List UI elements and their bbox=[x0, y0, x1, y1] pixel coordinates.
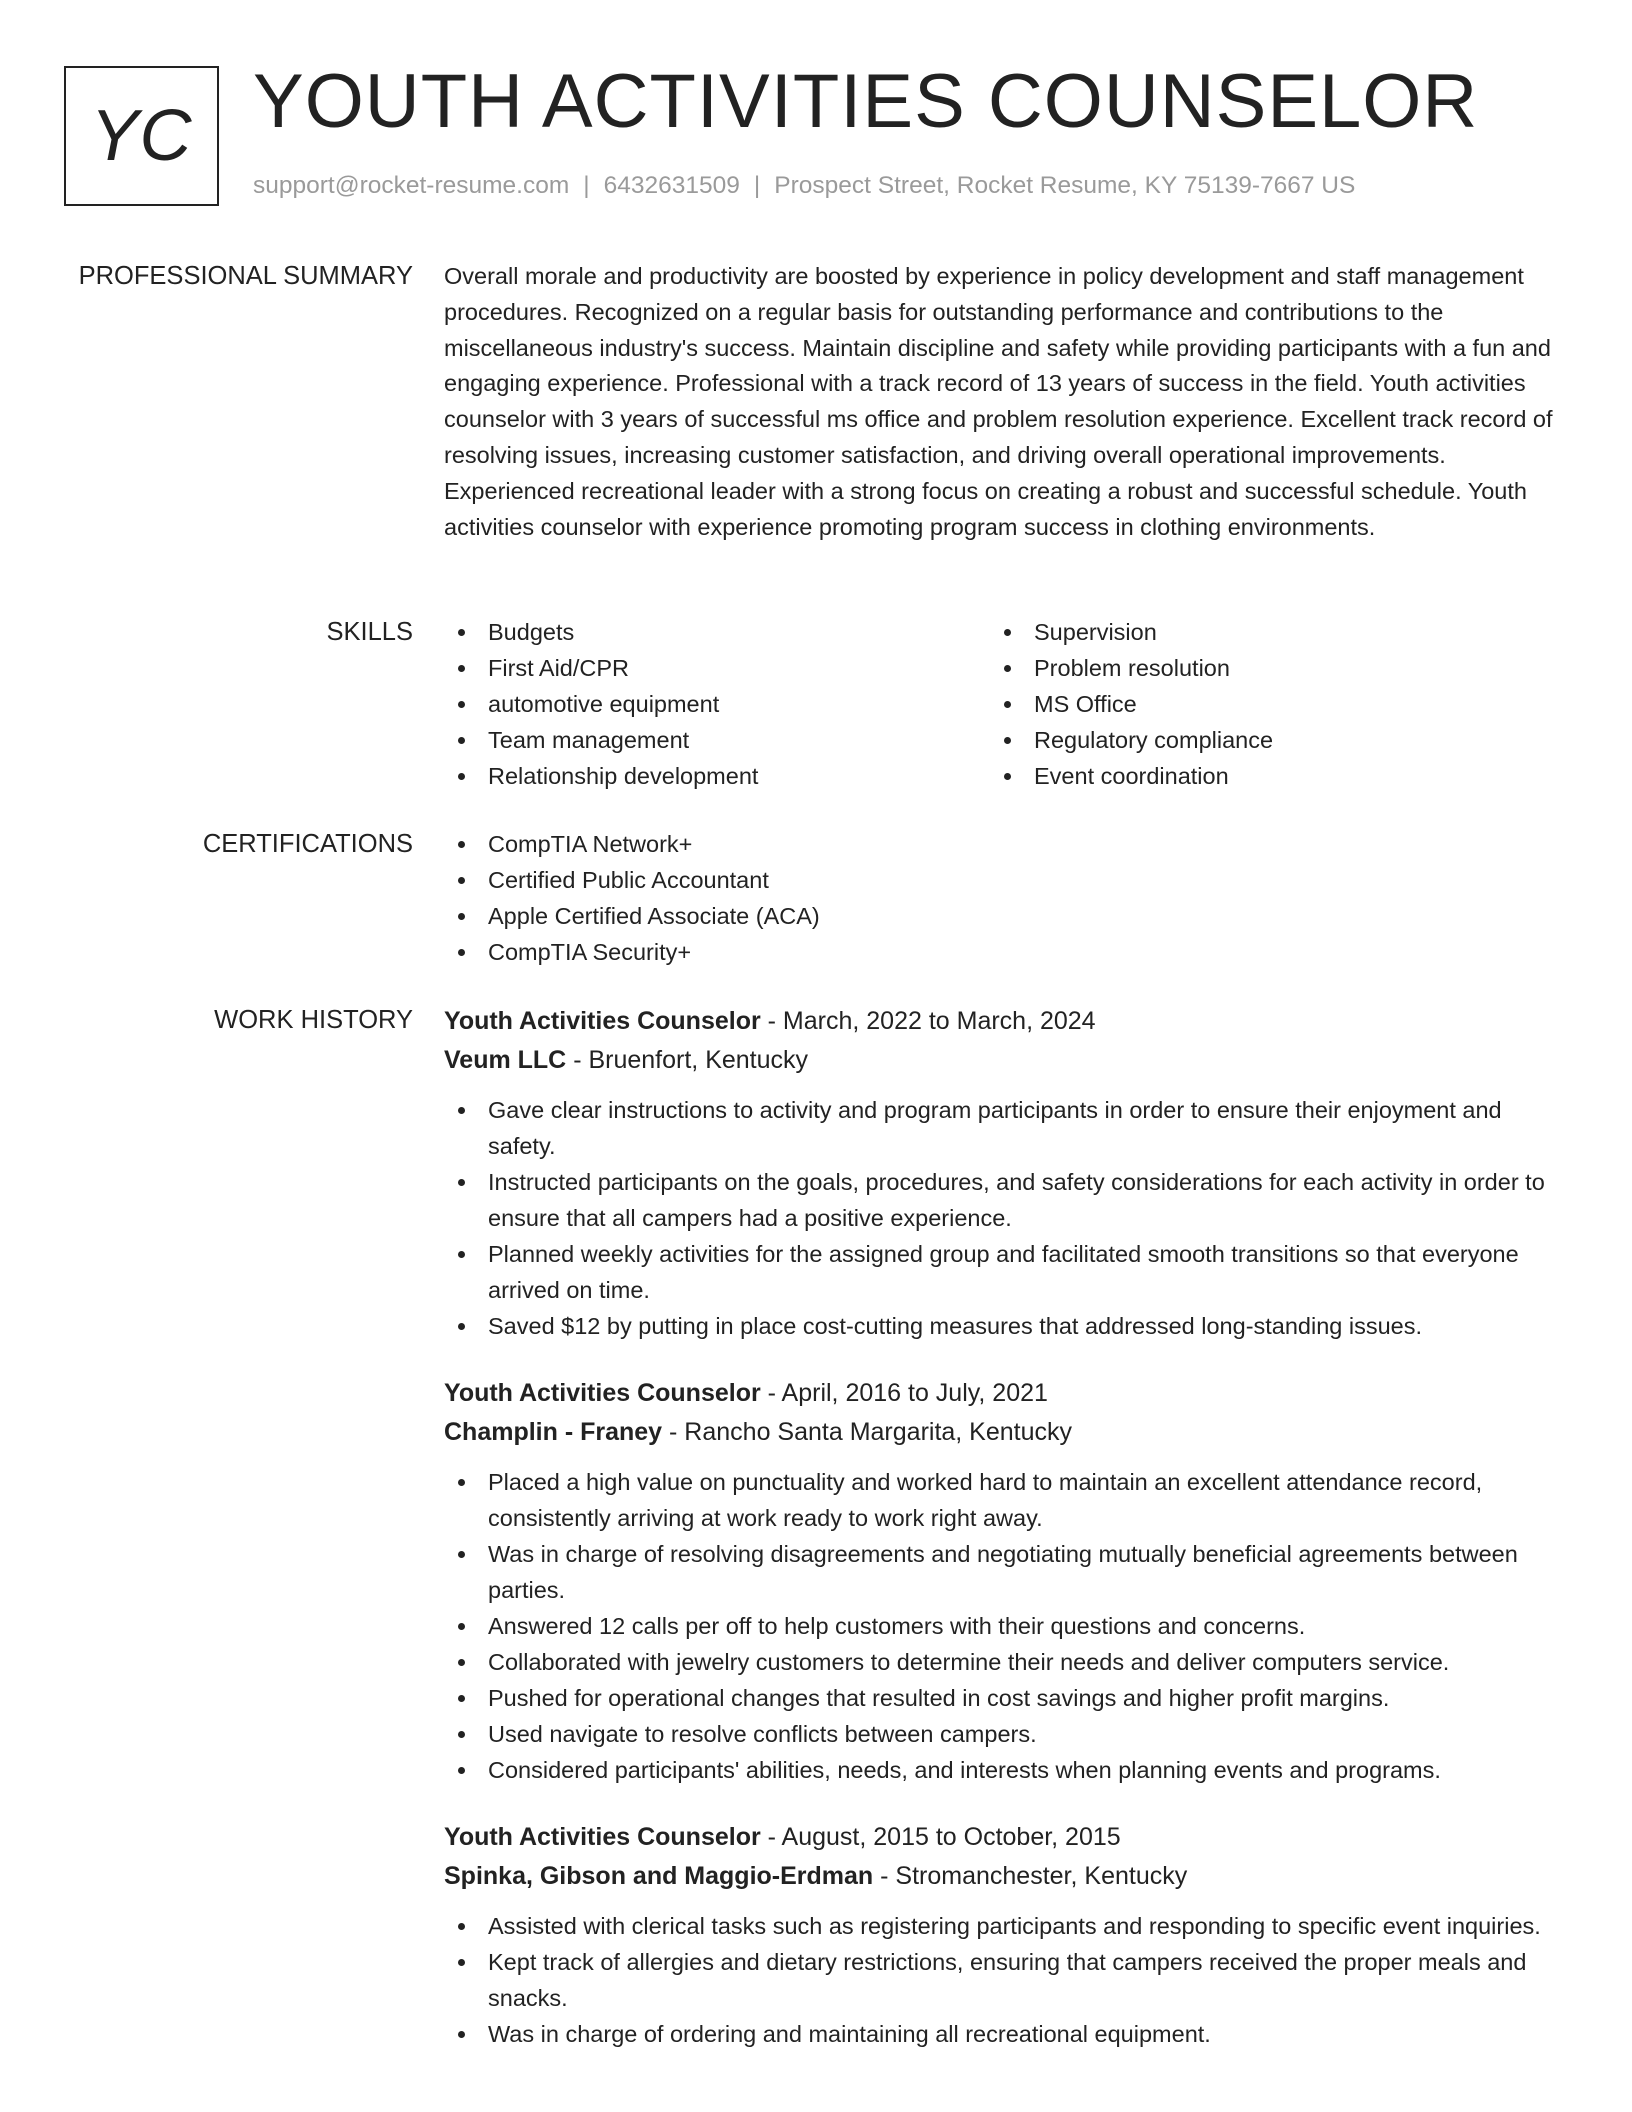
resume-title: YOUTH ACTIVITIES COUNSELOR bbox=[253, 59, 1479, 144]
job-company: Veum LLC bbox=[444, 1046, 567, 1074]
contact-email[interactable]: support@rocket-resume.com bbox=[253, 172, 570, 199]
job-company-line bbox=[444, 1041, 1556, 1080]
certifications-list bbox=[444, 826, 1556, 970]
contact-line bbox=[253, 172, 1355, 200]
list-item: Team management bbox=[444, 722, 990, 758]
monogram-initials: YC bbox=[90, 96, 193, 176]
job-title: Youth Activities Counselor bbox=[444, 1823, 761, 1851]
section-heading-skills: SKILLS bbox=[326, 618, 413, 646]
skills-grid bbox=[444, 614, 1556, 794]
skills-body bbox=[444, 614, 1556, 794]
job-title-line bbox=[444, 1002, 1556, 1041]
list-item: CompTIA Network+ bbox=[444, 826, 1556, 862]
list-item: Placed a high value on punctuality and worked hard to maintain an excellent attendance record, consistently arriving at work ready to work right away. bbox=[444, 1464, 1556, 1536]
list-item: Event coordination bbox=[990, 758, 1536, 794]
job-location: - Bruenfort, Kentucky bbox=[566, 1046, 809, 1074]
list-item: Pushed for operational changes that resulted in cost savings and higher profit margins. bbox=[444, 1680, 1556, 1716]
job-duties-list bbox=[444, 1464, 1556, 1788]
skills-column-right bbox=[990, 614, 1536, 794]
job-dates: - August, 2015 to October, 2015 bbox=[760, 1823, 1121, 1851]
list-item: Regulatory compliance bbox=[990, 722, 1536, 758]
monogram-badge bbox=[64, 66, 219, 206]
list-item: Was in charge of resolving disagreements and negotiating mutually beneficial agreements between parties. bbox=[444, 1536, 1556, 1608]
job-location: - Rancho Santa Margarita, Kentucky bbox=[662, 1418, 1073, 1446]
job-location: - Stromanchester, Kentucky bbox=[873, 1862, 1188, 1890]
contact-separator: | bbox=[583, 172, 590, 199]
list-item: Problem resolution bbox=[990, 650, 1536, 686]
list-item: Saved $12 by putting in place cost-cutting measures that addressed long-standing issues. bbox=[444, 1308, 1556, 1344]
contact-address: Prospect Street, Rocket Resume, KY 75139-7667 US bbox=[774, 172, 1356, 199]
list-item: Assisted with clerical tasks such as registering participants and responding to specific event inquiries. bbox=[444, 1908, 1556, 1944]
list-item: Was in charge of ordering and maintaining all recreational equipment. bbox=[444, 2016, 1556, 2052]
job-entry bbox=[444, 1002, 1556, 1344]
section-heading-summary: PROFESSIONAL SUMMARY bbox=[78, 262, 413, 290]
job-company-line bbox=[444, 1413, 1556, 1452]
list-item: Instructed participants on the goals, procedures, and safety considerations for each activity in order to ensure that all campers had a positive experience. bbox=[444, 1164, 1556, 1236]
list-item: Kept track of allergies and dietary restrictions, ensuring that campers received the proper meals and snacks. bbox=[444, 1944, 1556, 2016]
list-item: Apple Certified Associate (ACA) bbox=[444, 898, 1556, 934]
skills-column-left bbox=[444, 614, 990, 794]
certifications-body bbox=[444, 826, 1556, 970]
job-company-line bbox=[444, 1857, 1556, 1896]
summary-text: Overall morale and productivity are boosted by experience in policy development and staff management procedures. Recognized on a regular basis for outstanding performance and contributions to the miscellaneous industry's success. Maintain discipline and safety while providing participants with a fun and engaging experience. Professional with a track record of 13 years of success in the field. Youth activities counselor with 3 years of successful ms office and problem resolution experience. Excellent track record of resolving issues, increasing customer satisfaction, and driving overall operational improvements. Experienced recreational leader with a strong focus on creating a robust and successful schedule. Youth activities counselor with experience promoting program success in clothing environments. bbox=[444, 263, 1553, 540]
job-title: Youth Activities Counselor bbox=[444, 1379, 761, 1407]
list-item: Relationship development bbox=[444, 758, 990, 794]
section-heading-work-history: WORK HISTORY bbox=[214, 1006, 413, 1034]
work-history-body bbox=[444, 1002, 1556, 2052]
list-item: Considered participants' abilities, needs, and interests when planning events and programs. bbox=[444, 1752, 1556, 1788]
job-dates: - March, 2022 to March, 2024 bbox=[760, 1007, 1096, 1035]
job-company: Spinka, Gibson and Maggio-Erdman bbox=[444, 1862, 874, 1890]
list-item: Answered 12 calls per off to help customers with their questions and concerns. bbox=[444, 1608, 1556, 1644]
list-item: automotive equipment bbox=[444, 686, 990, 722]
job-duties-list bbox=[444, 1908, 1556, 2052]
list-item: Supervision bbox=[990, 614, 1536, 650]
job-dates: - April, 2016 to July, 2021 bbox=[760, 1379, 1048, 1407]
list-item: Planned weekly activities for the assigned group and facilitated smooth transitions so that everyone arrived on time. bbox=[444, 1236, 1556, 1308]
job-title-line bbox=[444, 1374, 1556, 1413]
list-item: First Aid/CPR bbox=[444, 650, 990, 686]
list-item: Budgets bbox=[444, 614, 990, 650]
job-company: Champlin - Franey bbox=[444, 1418, 663, 1446]
job-entry bbox=[444, 1818, 1556, 2052]
list-item: Used navigate to resolve conflicts between campers. bbox=[444, 1716, 1556, 1752]
skills-list-right bbox=[990, 614, 1536, 794]
section-heading-certifications: CERTIFICATIONS bbox=[202, 830, 413, 858]
contact-separator: | bbox=[753, 172, 761, 199]
list-item: Gave clear instructions to activity and program participants in order to ensure their enjoyment and safety. bbox=[444, 1092, 1556, 1164]
summary-body bbox=[444, 259, 1556, 545]
job-entry bbox=[444, 1374, 1556, 1788]
job-duties-list bbox=[444, 1092, 1556, 1344]
list-item: MS Office bbox=[990, 686, 1536, 722]
list-item: CompTIA Security+ bbox=[444, 934, 1556, 970]
job-title: Youth Activities Counselor bbox=[444, 1007, 761, 1035]
skills-list-left bbox=[444, 614, 990, 794]
job-title-line bbox=[444, 1818, 1556, 1857]
list-item: Certified Public Accountant bbox=[444, 862, 1556, 898]
list-item: Collaborated with jewelry customers to determine their needs and deliver computers service. bbox=[444, 1644, 1556, 1680]
contact-phone[interactable]: 6432631509 bbox=[603, 172, 740, 199]
